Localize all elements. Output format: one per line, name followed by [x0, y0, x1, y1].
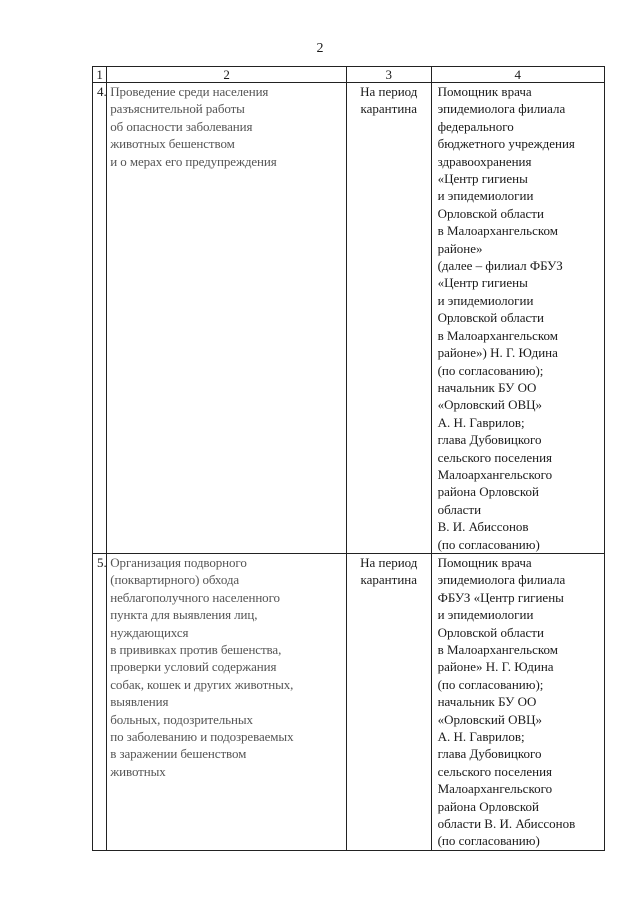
column-number-2: 2: [107, 67, 347, 83]
responsible-line: (по согласованию);: [437, 676, 544, 692]
responsible-line: Помощник врача: [437, 554, 532, 570]
responsible-line: «Центр гигиены: [437, 171, 528, 187]
row-number: 4.: [93, 83, 107, 554]
responsible-line: сельского поселения: [437, 763, 553, 779]
responsible-line: эпидемиолога филиала: [437, 101, 566, 117]
responsible-line: (далее – филиал ФБУЗ: [437, 258, 563, 274]
task-cell: [107, 83, 347, 554]
task-line: выявления: [110, 694, 169, 710]
task-cell: [107, 553, 347, 850]
column-number-4: 4: [431, 67, 604, 83]
task-line: неблагополучного населенного: [110, 589, 280, 605]
responsible-line: Малоархангельского: [437, 466, 553, 482]
task-line: животных бешенством: [110, 136, 235, 152]
task-line: пункта для выявления лиц,: [110, 607, 258, 623]
responsible-line: начальник БУ ОО: [437, 379, 537, 395]
table-row: [93, 83, 605, 554]
table-row: [93, 553, 605, 850]
task-line: проверки условий содержания: [110, 659, 277, 675]
responsible-line: районе») Н. Г. Юдина: [437, 345, 558, 361]
task-line: в прививках против бешенства,: [110, 642, 282, 657]
responsible-line: области В. И. Абиссонов: [437, 816, 576, 832]
period-cell: [346, 553, 431, 850]
responsible-line: и эпидемиологии: [437, 607, 534, 623]
responsible-cell: [431, 83, 604, 554]
task-line: нуждающихся: [110, 624, 189, 640]
responsible-line: здравоохранения: [437, 153, 532, 169]
period-line: На период: [360, 84, 418, 99]
task-line: в заражении бешенством: [110, 746, 247, 762]
responsible-line: «Орловский ОВЦ»: [437, 397, 543, 413]
column-number-3: 3: [346, 67, 431, 83]
responsible-line: районе» Н. Г. Юдина: [437, 659, 554, 675]
responsible-line: Орловской области: [437, 205, 544, 221]
task-line: и о мерах его предупреждения: [110, 153, 277, 169]
task-line: по заболеванию и подозреваемых: [110, 729, 294, 745]
responsible-line: В. И. Абиссонов: [437, 519, 529, 535]
task-line: (поквартирного) обхода: [110, 572, 240, 588]
period-line: На период: [360, 554, 418, 570]
task-line: разъяснительной работы: [110, 101, 245, 117]
responsible-line: и эпидемиологии: [437, 188, 534, 204]
responsible-line: бюджетного учреждения: [437, 136, 575, 152]
responsible-line: федерального: [437, 118, 514, 134]
responsible-line: А. Н. Гаврилов;: [437, 729, 525, 745]
responsible-line: глава Дубовицкого: [437, 432, 542, 448]
task-line: об опасности заболевания: [110, 118, 253, 134]
period-line: карантина: [360, 101, 417, 117]
responsible-line: (по согласованию): [437, 536, 540, 552]
responsible-line: (по согласованию);: [437, 362, 544, 378]
task-line: Проведение среди населения: [110, 84, 269, 99]
responsible-line: ФБУЗ «Центр гигиены: [437, 589, 564, 605]
responsible-line: А. Н. Гаврилов;: [437, 414, 525, 430]
responsible-line: (по согласованию): [437, 833, 540, 849]
responsible-line: района Орловской: [437, 798, 539, 814]
responsible-line: и эпидемиологии: [437, 292, 534, 308]
responsible-line: в Малоархангельском: [437, 223, 558, 239]
responsible-line: Малоархангельского: [437, 781, 553, 797]
responsible-line: сельского поселения: [437, 449, 553, 465]
responsible-line: начальник БУ ОО: [437, 694, 537, 710]
responsible-line: эпидемиолога филиала: [437, 572, 566, 588]
task-line: больных, подозрительных: [110, 711, 253, 727]
responsible-line: глава Дубовицкого: [437, 746, 542, 762]
task-line: животных: [110, 763, 166, 779]
task-line: собак, кошек и других животных,: [110, 676, 294, 692]
period-cell: [346, 83, 431, 554]
responsible-line: в Малоархангельском: [437, 642, 558, 657]
period-line: карантина: [360, 572, 417, 588]
measures-table: [92, 66, 605, 851]
responsible-line: Помощник врача: [437, 84, 532, 99]
page-number: 2: [316, 41, 324, 56]
responsible-line: в Малоархангельском: [437, 327, 558, 343]
responsible-line: области: [437, 501, 482, 517]
column-number-1: 1: [93, 67, 107, 83]
responsible-cell: [431, 553, 604, 850]
responsible-line: Орловской области: [437, 310, 544, 326]
responsible-line: Орловской области: [437, 624, 544, 640]
responsible-line: района Орловской: [437, 484, 539, 500]
responsible-line: районе»: [437, 240, 483, 256]
responsible-line: «Орловский ОВЦ»: [437, 711, 543, 727]
row-number: 5.: [93, 553, 107, 850]
table-header-row: [93, 67, 605, 83]
responsible-line: «Центр гигиены: [437, 275, 528, 291]
task-line: Организация подворного: [110, 554, 247, 570]
